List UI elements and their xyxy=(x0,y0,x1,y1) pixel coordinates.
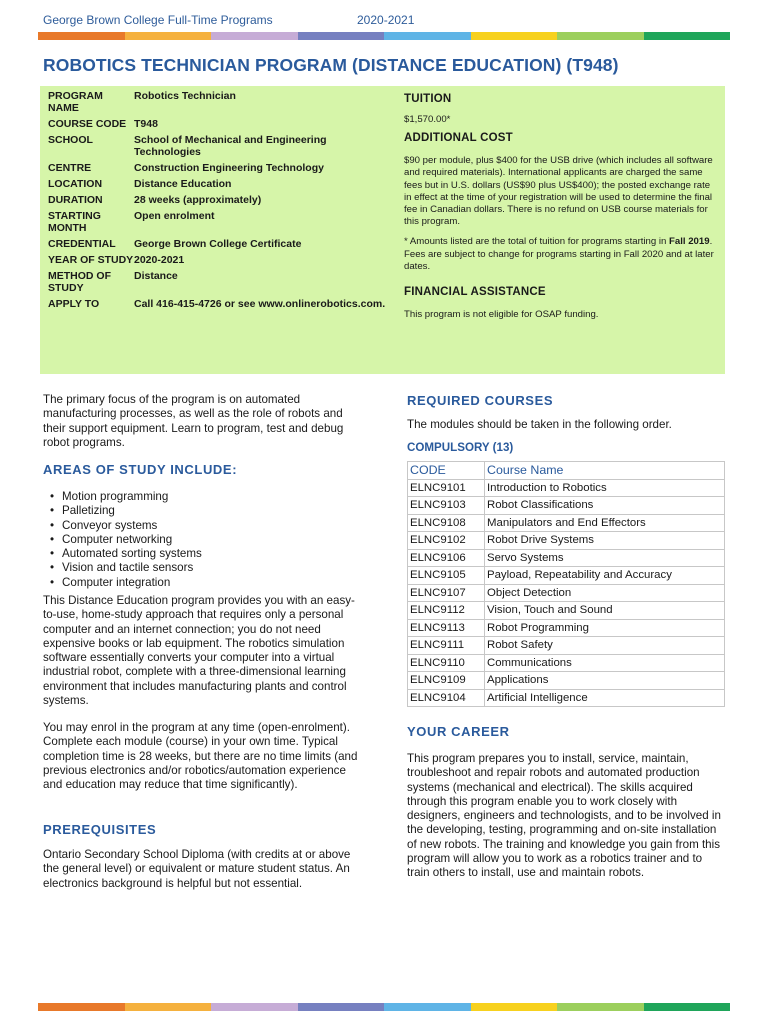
stripe-segment xyxy=(125,1003,212,1011)
fees-column xyxy=(404,93,720,321)
course-table xyxy=(407,461,725,707)
enrol-text: You may enrol in the program at any time (open-enrolment). Complete each module (course) in your own time. Typical completion time is 28 weeks, but there are no time limits (and previous electronics and/or robotics/automation experience and education may reduce that time significantly). xyxy=(43,721,358,792)
fee-note-end: . Fees are subject to change for programs starting in Fall 2020 and at later dates. xyxy=(404,236,714,272)
info-row xyxy=(48,178,388,194)
program-info-table xyxy=(48,90,388,314)
info-label: CENTRE xyxy=(48,162,92,174)
required-courses-text: The modules should be taken in the following order. xyxy=(407,418,672,431)
areas-list xyxy=(43,490,363,590)
course-code: ELNC9108 xyxy=(408,514,485,532)
stripe-segment xyxy=(125,32,212,40)
table-row xyxy=(408,689,725,707)
stripe-segment xyxy=(211,1003,298,1011)
course-code: ELNC9109 xyxy=(408,672,485,690)
course-name: Introduction to Robotics xyxy=(485,479,725,497)
prerequisites-text: Ontario Secondary School Diploma (with credits at or above the general level) or equivalent or mature student status. An electronics background is helpful but not essential. xyxy=(43,848,351,890)
page-title: ROBOTICS TECHNICIAN PROGRAM (DISTANCE EDUCATION) (T948) xyxy=(43,55,619,75)
course-name: Robot Drive Systems xyxy=(485,532,725,550)
table-row xyxy=(408,567,725,585)
stripe-segment xyxy=(298,32,385,40)
table-row xyxy=(408,654,725,672)
info-value: School of Mechanical and Engineering Technologies xyxy=(134,134,327,158)
info-label: METHOD OF STUDY xyxy=(48,270,111,294)
course-name: Robot Programming xyxy=(485,619,725,637)
tuition-amount: $1,570.00* xyxy=(404,114,451,125)
course-name: Object Detection xyxy=(485,584,725,602)
info-label: LOCATION xyxy=(48,178,103,190)
course-code: ELNC9103 xyxy=(408,497,485,515)
table-row xyxy=(408,497,725,515)
course-name: Communications xyxy=(485,654,725,672)
info-row xyxy=(48,270,388,298)
table-row xyxy=(408,514,725,532)
col-name-header: Course Name xyxy=(485,462,725,480)
course-code: ELNC9106 xyxy=(408,549,485,567)
course-name: Robot Safety xyxy=(485,637,725,655)
table-row xyxy=(408,549,725,567)
stripe-segment xyxy=(211,32,298,40)
info-value: T948 xyxy=(134,118,158,130)
fee-note xyxy=(404,236,720,273)
course-code: ELNC9104 xyxy=(408,689,485,707)
info-value: 28 weeks (approximately) xyxy=(134,194,262,206)
info-label: DURATION xyxy=(48,194,103,206)
stripe-segment xyxy=(471,1003,558,1011)
career-text: This program prepares you to install, service, maintain, troubleshoot and repair robots and automated production systems (mechanical and electrical). The skills acquired through this program enable you to work closely with designers, engineers and technologists, and to be involved in the developing, testing, programming and on-site installation of new robots. The training and knowledge you gain from this program will allow you to work as a robotics trainer and to train others to install, use and maintain robots. xyxy=(407,752,721,880)
info-value: Open enrolment xyxy=(134,210,215,222)
stripe-segment xyxy=(384,32,471,40)
info-row xyxy=(48,134,388,162)
fee-note-term: Fall 2019 xyxy=(669,236,710,248)
list-item: • Vision and tactile sensors xyxy=(43,561,363,575)
info-label: SCHOOL xyxy=(48,134,93,146)
course-name: Manipulators and End Effectors xyxy=(485,514,725,532)
course-code: ELNC9111 xyxy=(408,637,485,655)
table-row xyxy=(408,672,725,690)
info-label: STARTING MONTH xyxy=(48,210,101,234)
info-row xyxy=(48,254,388,270)
career-heading: YOUR CAREER xyxy=(407,724,510,739)
color-stripe-bottom xyxy=(38,1003,730,1011)
info-row xyxy=(48,118,388,134)
prerequisites-heading: PREREQUISITES xyxy=(43,822,157,837)
course-code: ELNC9110 xyxy=(408,654,485,672)
course-code: ELNC9101 xyxy=(408,479,485,497)
info-label: PROGRAM NAME xyxy=(48,90,103,114)
info-value: Construction Engineering Technology xyxy=(134,162,324,174)
info-value: 2020-2021 xyxy=(134,254,185,266)
table-row xyxy=(408,479,725,497)
course-code: ELNC9112 xyxy=(408,602,485,620)
course-code: ELNC9102 xyxy=(408,532,485,550)
course-code: ELNC9113 xyxy=(408,619,485,637)
info-label: COURSE CODE xyxy=(48,118,127,130)
financial-text: This program is not eligible for OSAP funding. xyxy=(404,309,599,321)
course-name: Artificial Intelligence xyxy=(485,689,725,707)
table-row xyxy=(408,637,725,655)
course-code: ELNC9105 xyxy=(408,567,485,585)
table-row xyxy=(408,619,725,637)
course-name: Servo Systems xyxy=(485,549,725,567)
info-row xyxy=(48,238,388,254)
table-row xyxy=(408,584,725,602)
stripe-segment xyxy=(384,1003,471,1011)
info-value: Robotics Technician xyxy=(134,90,236,102)
financial-heading: FINANCIAL ASSISTANCE xyxy=(404,286,546,299)
info-value: George Brown College Certificate xyxy=(134,238,302,250)
areas-heading: AREAS OF STUDY INCLUDE: xyxy=(43,462,238,477)
required-courses-heading: REQUIRED COURSES xyxy=(407,393,554,408)
stripe-segment xyxy=(644,1003,731,1011)
course-name: Vision, Touch and Sound xyxy=(485,602,725,620)
col-code-header: CODE xyxy=(408,462,485,480)
tuition-heading: TUITION xyxy=(404,93,452,105)
course-code: ELNC9107 xyxy=(408,584,485,602)
distance-text: This Distance Education program provides you with an easy-to-use, home-study approach that requires only a personal computer and an internet connection; you do not need expensive books or lab equipment. The robotics simulation software essentially converts your computer into a virtual industrial robot, complete with a three-dimensional learning environment that includes manufacturing plants and control systems. xyxy=(43,594,355,708)
list-item: • Conveyor systems xyxy=(43,519,363,533)
stripe-segment xyxy=(471,32,558,40)
color-stripe-top xyxy=(38,32,730,40)
course-name: Payload, Repeatability and Accuracy xyxy=(485,567,725,585)
stripe-segment xyxy=(644,32,731,40)
compulsory-heading: COMPULSORY (13) xyxy=(407,441,514,454)
info-label: APPLY TO xyxy=(48,298,100,310)
additional-cost-text: $90 per module, plus $400 for the USB drive (which includes all software and required materials). International applicants are charged the same fees but in U.S. dollars (US$90 plus US$400); the posted exchange rate in effect at the time of your registration will be used to determine the final fee in Canadian dollars. There is no refund on USB course materials for this program. xyxy=(404,155,713,228)
course-table-header xyxy=(408,462,725,480)
info-row xyxy=(48,298,388,314)
info-label: CREDENTIAL xyxy=(48,238,116,250)
stripe-segment xyxy=(298,1003,385,1011)
info-label: YEAR OF STUDY xyxy=(48,254,134,266)
list-item: • Computer integration xyxy=(43,576,363,590)
course-name: Robot Classifications xyxy=(485,497,725,515)
info-row xyxy=(48,90,388,118)
table-row xyxy=(408,602,725,620)
fee-note-start: * Amounts listed are the total of tuition for programs starting in xyxy=(404,236,670,248)
info-value: Distance xyxy=(134,270,178,282)
info-value: Distance Education xyxy=(134,178,232,190)
info-value: Call 416-415-4726 or see www.onlinerobotics.com. xyxy=(134,298,386,310)
header-year: 2020-2021 xyxy=(357,13,415,27)
list-item: • Palletizing xyxy=(43,504,363,518)
list-item: • Computer networking xyxy=(43,533,363,547)
intro-text: The primary focus of the program is on automated manufacturing processes, as well as the role of robots and their support equipment. Learn to program, test and debug robot programs. xyxy=(43,393,344,449)
info-row xyxy=(48,210,388,238)
stripe-segment xyxy=(38,1003,125,1011)
college-header: George Brown College Full-Time Programs xyxy=(43,13,273,27)
list-item: • Automated sorting systems xyxy=(43,547,363,561)
stripe-segment xyxy=(38,32,125,40)
additional-cost-heading: ADDITIONAL COST xyxy=(404,132,513,145)
info-row xyxy=(48,162,388,178)
table-row xyxy=(408,532,725,550)
course-name: Applications xyxy=(485,672,725,690)
stripe-segment xyxy=(557,32,644,40)
list-item: • Motion programming xyxy=(43,490,363,504)
info-row xyxy=(48,194,388,210)
stripe-segment xyxy=(557,1003,644,1011)
